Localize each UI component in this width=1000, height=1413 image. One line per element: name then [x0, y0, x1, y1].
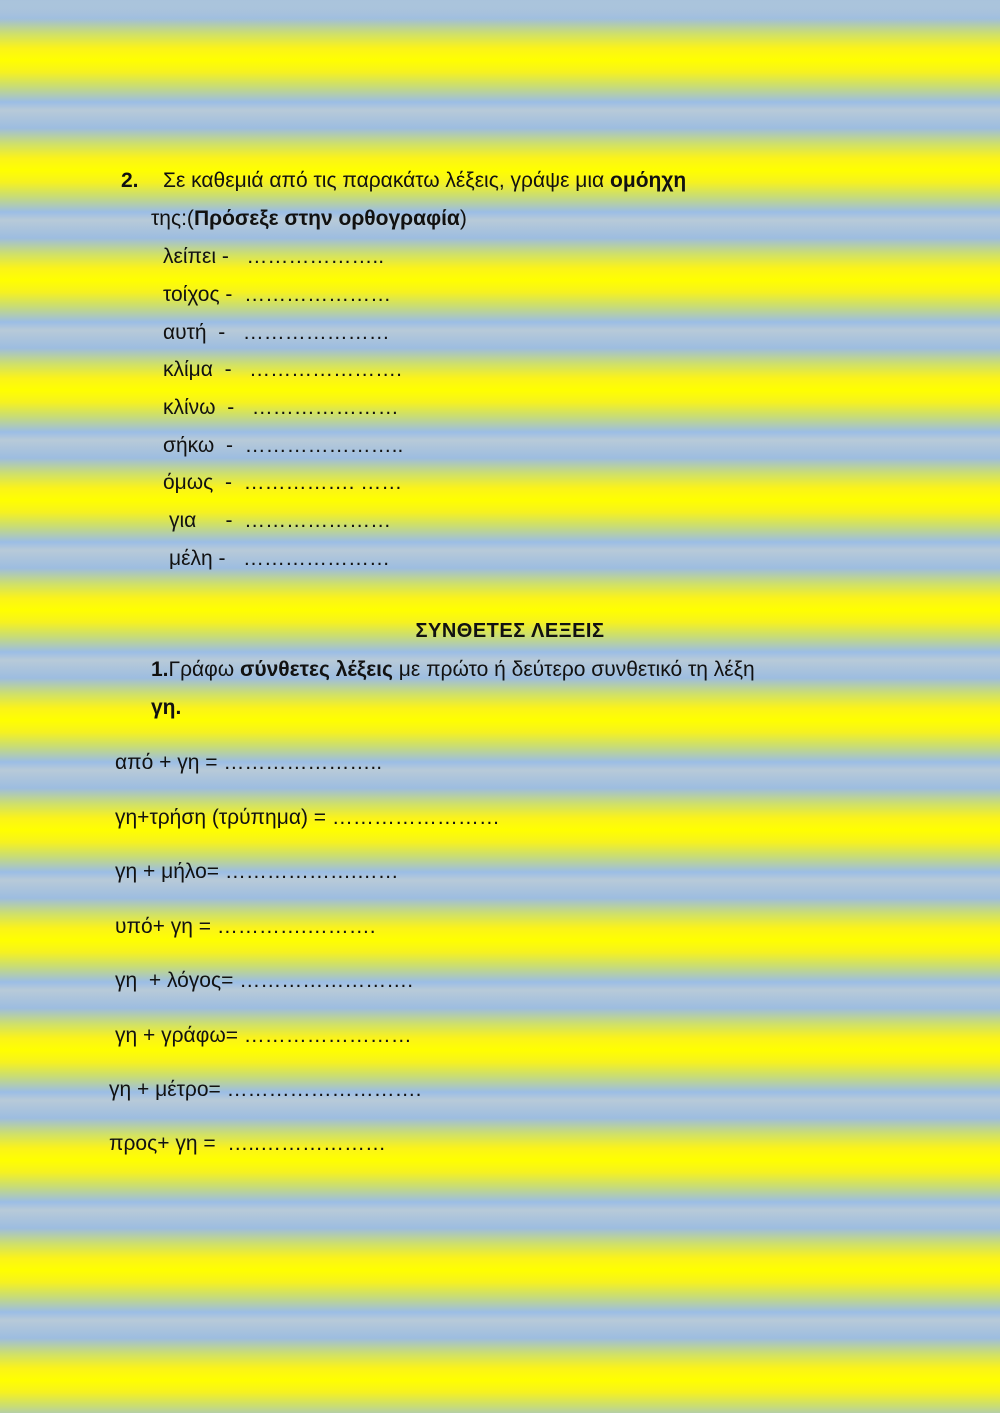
exercise-2-instruction-line2	[151, 206, 467, 232]
compound-item[interactable]: προς+ γη = …..………………	[109, 1132, 386, 1155]
homophone-word: τοίχος -	[163, 283, 233, 306]
answer-blank[interactable]: …………………..	[244, 434, 404, 457]
section-title: ΣΥΝΘΕΤΕΣ ΛΕΞΕΙΣ	[415, 620, 605, 642]
compound-item[interactable]: γη + γράφω= ……………………	[115, 1024, 412, 1047]
answer-blank[interactable]: …………………	[244, 509, 392, 532]
answer-blank[interactable]: ………………….	[249, 358, 402, 381]
compound-instruction-number: 1.	[151, 658, 169, 681]
answer-blank[interactable]: …………………	[242, 547, 390, 570]
homophone-item	[163, 433, 403, 459]
compound-instruction	[151, 657, 891, 683]
homophone-item	[163, 320, 390, 346]
homophone-word: κλίμα -	[163, 358, 232, 381]
homophone-item	[169, 508, 391, 534]
compound-item[interactable]: γη+τρήση (τρύπημα) = ……………………	[115, 806, 500, 829]
homophone-word: όμως -	[163, 471, 232, 494]
homophone-item	[163, 244, 384, 270]
compound-item[interactable]: υπό+ γη = ………….……….	[115, 915, 376, 938]
exercise-2-text-a: Σε καθεμιά από τις παρακάτω λέξεις, γράψε μια	[163, 169, 611, 192]
homophone-word: λείπει -	[163, 245, 229, 268]
answer-blank[interactable]: ……………. ……	[243, 471, 403, 494]
answer-blank[interactable]: …………………	[242, 321, 390, 344]
homophone-item	[169, 546, 390, 572]
homophone-word: σήκω -	[163, 434, 233, 457]
homophone-word: αυτή -	[163, 321, 226, 344]
answer-blank[interactable]: …………………	[251, 396, 399, 419]
homophone-item	[163, 470, 402, 496]
compound-item[interactable]: από + γη = …………………..	[115, 751, 383, 774]
compound-item[interactable]: γη + λόγος= …………………….	[115, 969, 414, 992]
exercise-2-keyword: ομόηχη	[610, 169, 687, 192]
compound-item[interactable]: γη + μέτρο= ……………………….	[109, 1078, 422, 1101]
homophone-word: κλίνω -	[163, 396, 235, 419]
exercise-2-spelling-note: Πρόσεξε στην ορθογραφία	[193, 207, 460, 230]
homophone-item	[163, 395, 399, 421]
homophone-item	[163, 282, 391, 308]
homophone-word: για -	[169, 509, 233, 532]
compound-keyword: σύνθετες λέξεις	[240, 658, 393, 681]
compound-instruction-word: γη.	[151, 696, 182, 719]
homophone-item	[163, 357, 402, 383]
homophone-word: μέλη -	[169, 547, 226, 570]
exercise-2-instruction-line1	[163, 168, 686, 194]
exercise-2-text-c: της:(	[151, 207, 194, 230]
answer-blank[interactable]: …………………	[244, 283, 392, 306]
exercise-2-number: 2.	[121, 169, 139, 192]
compound-instruction-a: Γράφω	[168, 658, 241, 681]
exercise-2-text-e: )	[459, 207, 467, 230]
compound-item[interactable]: γη + μήλο= ……………….……	[115, 860, 399, 883]
answer-blank[interactable]: ………………..	[246, 245, 385, 268]
compound-instruction-c: με πρώτο ή δεύτερο συνθετικό τη λέξη	[392, 658, 755, 681]
